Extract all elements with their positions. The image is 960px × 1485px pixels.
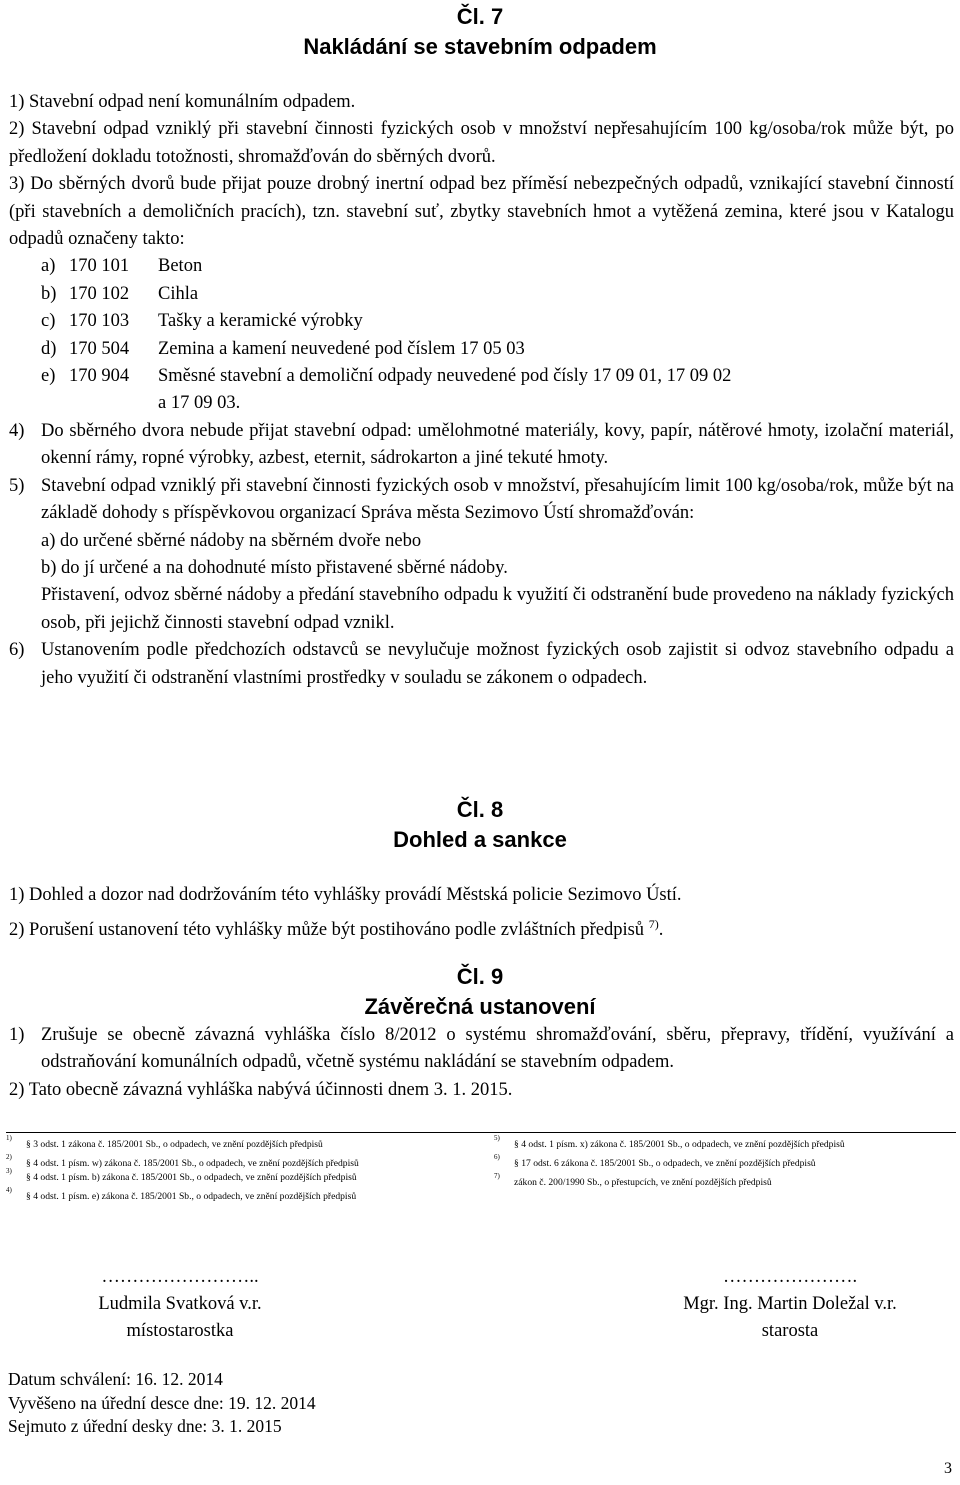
art7-paragraph-1: 1) Stavební odpad není komunálním odpadem. <box>9 92 356 112</box>
page-number: 3 <box>944 1460 952 1477</box>
article-9-body <box>9 1022 954 1104</box>
footnote: 4) § 4 odst. 1 písm. e) zákona č. 185/2001 Sb., o odpadech, ve znění pozdějších předpisů <box>6 1186 357 1202</box>
art7-paragraph-5b: b) do jí určené a na dohodnuté místo přistavené sběrné nádoby. <box>41 557 508 578</box>
art7-paragraph-5a: a) do určené sběrné nádoby na sběrném dvoře nebo <box>41 530 422 551</box>
signature-left <box>50 1264 310 1345</box>
footnote: 5) § 4 odst. 1 písm. x) zákona č. 185/2001 Sb., o odpadech, ve znění pozdějších předpisů <box>494 1134 845 1150</box>
article-9-heading <box>0 962 960 1022</box>
art8-paragraph-2: 2) Porušení ustanovení této vyhlášky může být postihováno podle zvláštních předpisů $^{7)}$. <box>9 917 664 941</box>
posted-date: Vyvěšeno na úřední desce dne: 19. 12. 2014 <box>8 1392 316 1413</box>
waste-code-item: a) 170 101 Beton <box>41 256 203 277</box>
approval-date: Datum schválení: 16. 12. 2014 <box>8 1369 223 1389</box>
footnote: 3) § 4 odst. 1 písm. b) zákona č. 185/2001 Sb., o odpadech, ve znění pozdějších předpisů <box>6 1167 357 1183</box>
signatory-role: místostarostka <box>126 1321 234 1341</box>
article-7-title: Nakládání se stavebním odpadem <box>303 34 657 59</box>
document-dates <box>8 1368 316 1439</box>
signature-right <box>640 1264 940 1345</box>
footnote: 6) § 17 odst. 6 zákona č. 185/2001 Sb., o odpadech, ve znění pozdějších předpisů <box>494 1153 816 1169</box>
footnotes-left-column <box>6 1135 359 1206</box>
article-7-number: Čl. 7 <box>456 4 504 29</box>
signatory-name: Mgr. Ing. Martin Doležal v.r. <box>683 1294 897 1314</box>
footnote: 7) zákon č. 200/1990 Sb., o přestupcích, ve znění pozdějších předpisů <box>494 1172 772 1188</box>
waste-code-item: b) 170 102 Cihla <box>41 283 199 304</box>
signatory-role: starosta <box>761 1321 819 1341</box>
art7-paragraph-6: 6) Ustanovením podle předchozích odstavců se nevylučuje možnost fyzických osob zajistit si odvoz stavebního odpadu a jeho využití či odstranění vlastními prostředky v souladu se zákonem o odpadech. <box>9 640 954 688</box>
waste-code-item: c) 170 103 Tašky a keramické výrobky <box>41 311 363 332</box>
article-7-body <box>9 89 954 692</box>
article-7-heading <box>0 2 960 62</box>
signature-line: …………………….. <box>101 1267 259 1287</box>
footnotes <box>6 1132 956 1202</box>
article-9-title: Závěrečná ustanovení <box>364 994 596 1019</box>
removed-date: Sejmuto z úřední desky dne: 3. 1. 2015 <box>8 1416 282 1436</box>
waste-code-item-continuation: a 17 09 03. <box>158 393 241 414</box>
footnotes-right-column <box>494 1135 845 1192</box>
article-8-title: Dohled a sankce <box>393 827 567 852</box>
footnote: 1) § 3 odst. 1 zákona č. 185/2001 Sb., o odpadech, ve znění pozdějších předpisů <box>6 1134 323 1150</box>
waste-code-item: d) 170 504 Zemina a kamení neuvedené pod číslem 17 05 03 <box>41 338 525 359</box>
art7-paragraph-5c: Přistavení, odvoz sběrné nádoby a předání stavebního odpadu k využití či odstranění bude provedeno na náklady fyzických osob, při jejichž činnosti stavební odpad vznikl. <box>41 585 954 633</box>
art7-paragraph-3: 3) Do sběrných dvorů bude přijat pouze drobný inertní odpad bez příměsí nebezpečných odpadů, vznikající stavební činností (při stavebních a demoličních pracích), tzn. stavební suť, zbytky stavebních hmot a vytěžená zemina, které jsou v Katalogu odpadů označeny takto: <box>9 174 954 250</box>
article-8-heading <box>0 795 960 855</box>
waste-code-item: e) 170 904 Směsné stavební a demoliční odpady neuvedené pod čísly 17 09 01, 17 09 02 <box>41 366 732 387</box>
footnote: 2) § 4 odst. 1 písm. w) zákona č. 185/2001 Sb., o odpadech, ve znění pozdějších předpisů <box>6 1153 359 1169</box>
article-8-body <box>9 882 954 945</box>
art7-paragraph-5: 5) Stavební odpad vzniklý při stavební činnosti fyzických osob v množství, přesahujícím limit 100 kg/osoba/rok, může být na základě dohody s příspěvkovou organizací Správa města Sezimovo Ústí shromažďován: <box>9 475 954 524</box>
art9-paragraph-2: 2) Tato obecně závazná vyhláška nabývá účinnosti dnem 3. 1. 2015. <box>9 1079 513 1100</box>
art7-paragraph-4: 4) Do sběrného dvora nebude přijat stavební odpad: umělohmotné materiály, kovy, papír, nátěrové hmoty, izolační materiál, okenní rámy, ropné výrobky, azbest, eternit, sádrokarton a jiné tekuté hmoty. <box>9 420 954 469</box>
art7-paragraph-2: 2) Stavební odpad vzniklý při stavební činnosti fyzických osob v množství nepřesahujícím 100 kg/osoba/rok může být, po předložení dokladu totožnosti, shromažďován do sběrných dvorů. <box>9 119 954 167</box>
art8-paragraph-1: 1) Dohled a dozor nad dodržováním této vyhlášky provádí Městská policie Sezimovo Ústí. <box>9 885 682 905</box>
article-9-number: Čl. 9 <box>456 964 504 989</box>
signatory-name: Ludmila Svatková v.r. <box>98 1294 262 1314</box>
signature-line: …………………. <box>722 1267 858 1287</box>
art9-paragraph-1: 1) Zrušuje se obecně závazná vyhláška číslo 8/2012 o systému shromažďování, sběru, přepravy, třídění, využívání a odstraňování komunálních odpadů, včetně systému nakládání se stavebním odpadem. <box>9 1025 954 1073</box>
article-8-number: Čl. 8 <box>456 797 504 822</box>
